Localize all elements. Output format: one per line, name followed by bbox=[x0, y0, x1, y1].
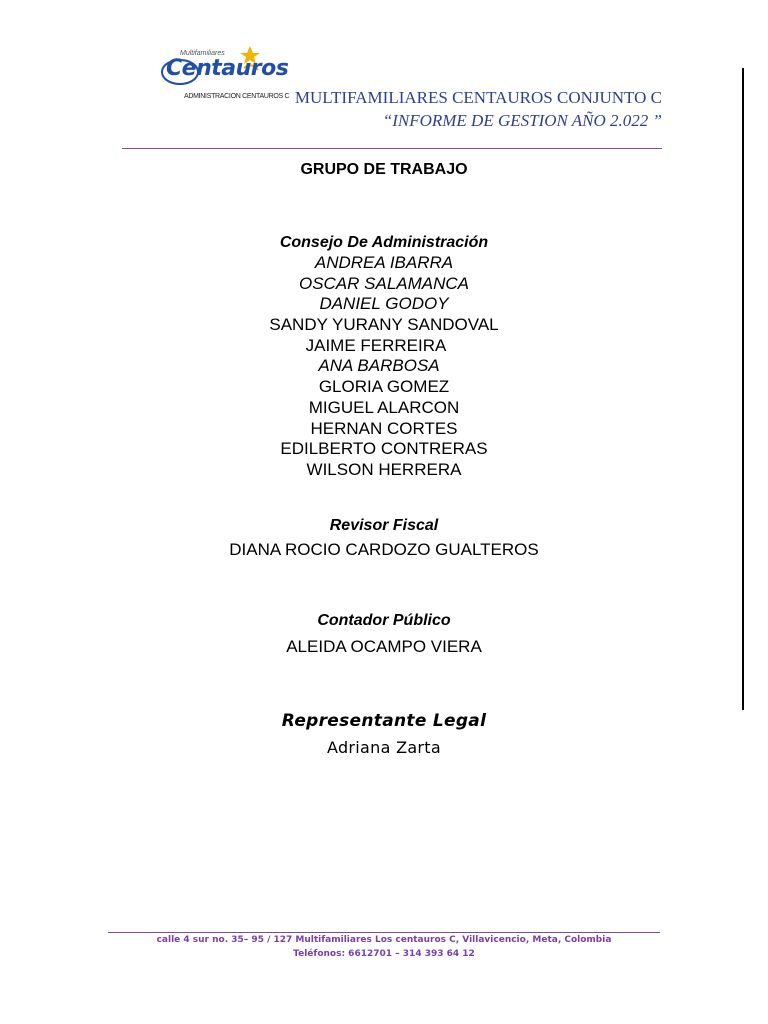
header-divider bbox=[122, 148, 662, 149]
representante-heading: Representante Legal bbox=[281, 711, 487, 731]
consejo-member-list bbox=[0, 253, 768, 481]
footer-divider bbox=[108, 932, 660, 933]
contador-name: ALEIDA OCAMPO VIERA bbox=[286, 637, 482, 656]
member-name: SANDY YURANY SANDOVAL bbox=[269, 315, 499, 335]
member-name: EDILBERTO CONTRERAS bbox=[280, 439, 488, 459]
member-name: JAIME FERREIRA bbox=[305, 335, 447, 355]
representante-name: Adriana Zarta bbox=[326, 738, 441, 757]
header-title: MULTIFAMILIARES CENTAUROS CONJUNTO C bbox=[294, 88, 662, 107]
member-name: WILSON HERRERA bbox=[306, 459, 462, 479]
member-name: ANA BARBOSA bbox=[318, 356, 440, 376]
logo-subline: ADMINISTRACION CENTAUROS C bbox=[184, 93, 290, 100]
footer-phones: Teléfonos: 6612701 – 314 393 64 12 bbox=[293, 949, 475, 959]
member-name: GLORIA GOMEZ bbox=[318, 377, 450, 397]
company-logo bbox=[158, 44, 289, 96]
revisor-name: DIANA ROCIO CARDOZO GUALTEROS bbox=[229, 540, 539, 559]
member-name: HERNAN CORTES bbox=[310, 418, 458, 438]
header-subtitle: “INFORME DE GESTION AÑO 2.022 ” bbox=[382, 111, 662, 130]
logo-tagline: Multifamiliares bbox=[180, 50, 225, 57]
member-name: ANDREA IBARRA bbox=[314, 253, 454, 272]
member-name: DANIEL GODOY bbox=[319, 294, 449, 314]
member-name: MIGUEL ALARCON bbox=[308, 397, 460, 417]
section-title: GRUPO DE TRABAJO bbox=[300, 161, 468, 178]
revisor-heading: Revisor Fiscal bbox=[329, 517, 439, 534]
logo-wordmark: Centauros bbox=[166, 56, 289, 81]
contador-heading: Contador Público bbox=[317, 612, 451, 629]
consejo-heading: Consejo De Administración bbox=[279, 234, 489, 251]
footer-address: calle 4 sur no. 35– 95 / 127 Multifamiliares Los centauros C, Villavicencio, Meta, Colombia bbox=[156, 935, 612, 945]
member-name: OSCAR SALAMANCA bbox=[298, 273, 470, 293]
